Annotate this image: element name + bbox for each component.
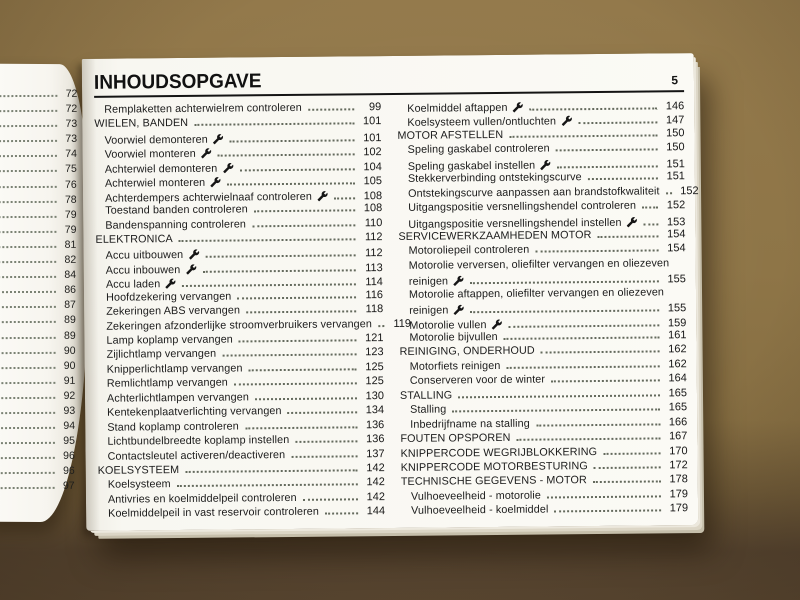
toc-entry-label: Motorolie vullen	[409, 318, 487, 332]
dotted-leader	[295, 440, 357, 443]
toc-entry-label: Ontstekingscurve aanpassen aan brandstofkwaliteit	[407, 185, 660, 200]
previous-page-toc-row	[0, 133, 77, 148]
dotted-leader	[185, 469, 357, 473]
wrench-icon	[561, 116, 572, 127]
toc-entry-pagenumber: 170	[669, 444, 688, 457]
toc-entry-label: Toestand banden controleren	[105, 203, 248, 217]
toc-entry-pagenumber: 146	[665, 100, 685, 113]
toc-entry-pagenumber: 159	[667, 316, 687, 329]
dotted-leader	[588, 178, 658, 181]
toc-entry-label: Hoofdzekering vervangen	[105, 290, 232, 304]
previous-page-pagenumber: 95	[63, 434, 75, 448]
dotted-leader	[554, 510, 661, 513]
wrench-icon	[627, 216, 638, 227]
dotted-leader	[0, 155, 57, 157]
wrench-icon	[453, 304, 464, 315]
dotted-leader	[506, 365, 659, 368]
toc-entry-pagenumber: 108	[363, 202, 383, 215]
toc-entry-pagenumber: 136	[365, 433, 385, 446]
toc-entry-pagenumber: 121	[365, 332, 384, 345]
previous-page-toc-row	[0, 118, 77, 133]
toc-entry-pagenumber: 136	[365, 418, 385, 431]
dotted-leader	[541, 351, 660, 354]
wrench-icon	[165, 278, 176, 289]
previous-page-toc-row	[0, 465, 75, 480]
previous-page-toc-row	[0, 224, 76, 239]
toc-entry-label: STALLING	[399, 389, 453, 402]
dotted-leader	[597, 235, 658, 238]
dotted-leader	[288, 412, 358, 415]
dotted-leader	[0, 382, 55, 384]
wrench-icon	[201, 148, 212, 159]
wrench-icon	[188, 249, 199, 260]
toc-entry-pagenumber: 152	[680, 184, 699, 197]
dotted-leader	[0, 170, 57, 172]
dotted-leader	[0, 306, 56, 308]
previous-page-pagenumber: 73	[65, 118, 78, 131]
dotted-leader	[308, 108, 354, 110]
dotted-leader	[0, 276, 56, 278]
toc-header	[94, 67, 684, 98]
dotted-leader	[246, 310, 356, 313]
wrench-icon	[513, 102, 524, 113]
toc-entry-label: Motoroliepeil controleren	[408, 244, 530, 258]
dotted-leader	[603, 452, 660, 455]
previous-page-toc-row	[0, 269, 76, 284]
toc-entry-pagenumber: 178	[669, 473, 688, 486]
toc-entry-pagenumber: 154	[667, 242, 686, 255]
toc-entry-label: reinigen	[408, 275, 449, 289]
dotted-leader	[0, 95, 57, 97]
toc-entry-pagenumber: 130	[365, 389, 385, 402]
toc-entry-pagenumber: 142	[366, 490, 386, 504]
previous-page-pagenumber: 75	[65, 163, 77, 176]
toc-entry-label: FOUTEN OPSPOREN	[400, 431, 511, 445]
dotted-leader	[0, 472, 55, 474]
toc-entry-label: Koelsysteem	[107, 478, 171, 492]
toc-entry-pagenumber: 165	[668, 401, 688, 414]
toc-entry-label: ELEKTRONICA	[95, 233, 173, 246]
dotted-leader	[644, 223, 659, 225]
previous-page-toc-row	[0, 375, 75, 390]
dotted-leader	[642, 206, 658, 208]
dotted-leader	[179, 238, 356, 242]
dotted-leader	[547, 495, 661, 498]
dotted-leader	[0, 231, 56, 233]
toc-entry-label: Vulhoeveelheid - motorolie	[410, 489, 542, 503]
toc-entry-label: Zekeringen afzonderlijke stroomverbruikers vervangen	[106, 317, 373, 333]
toc-entry-label: Uitgangspositie versnellingshendel instellen	[408, 216, 622, 231]
previous-page-pagenumber: 96	[63, 450, 75, 463]
previous-page-pagenumber: 97	[62, 480, 75, 493]
toc-entry-pagenumber: 101	[363, 131, 382, 145]
toc-entry-label: Speling gaskabel instellen	[407, 159, 536, 173]
toc-entry-pagenumber: 119	[393, 317, 412, 330]
toc-entry-label: Motorolie bijvullen	[409, 330, 498, 344]
toc-entry-label: Lichtbundelbreedte koplamp instellen	[107, 434, 290, 448]
toc-entry-pagenumber: 102	[363, 146, 382, 159]
wrench-icon	[627, 216, 638, 227]
dotted-leader	[470, 310, 659, 314]
toc-entry-pagenumber: 123	[365, 346, 384, 359]
toc-entry-pagenumber: 167	[668, 430, 688, 443]
toc-entry-pagenumber: 151	[666, 170, 685, 183]
previous-page-toc-row	[0, 435, 75, 450]
toc-entry-pagenumber: 150	[666, 127, 685, 140]
toc-entry-label: KOELSYSTEEM	[97, 463, 180, 477]
dotted-leader	[205, 255, 355, 258]
wrench-icon	[213, 133, 224, 144]
toc-entry-label: Uitgangspositie versnellingshendel controleren	[408, 199, 637, 214]
previous-page-pagenumber: 84	[64, 268, 77, 281]
toc-left-column	[94, 101, 412, 522]
toc-entry-label: Accu inbouwen	[105, 263, 181, 277]
toc-entry-pagenumber: 152	[666, 199, 686, 212]
dotted-leader	[666, 192, 672, 194]
wrench-icon	[201, 148, 212, 159]
toc-entry-pagenumber: 108	[363, 189, 383, 202]
dotted-leader	[239, 339, 357, 342]
dotted-leader	[0, 201, 57, 203]
previous-page-toc-numbers	[0, 64, 90, 496]
toc-entry-label: Zijlichtlamp vervangen	[106, 348, 217, 362]
toc-right-column	[397, 98, 699, 519]
dotted-leader	[0, 125, 57, 127]
toc-entry-pagenumber: 112	[365, 247, 383, 260]
previous-page-toc-row	[0, 360, 76, 375]
dotted-leader	[470, 281, 659, 285]
dotted-leader	[458, 394, 660, 398]
toc-entry-pagenumber: 161	[668, 329, 687, 342]
toc-entry-label: Stekkerverbinding ontstekingscurve	[407, 171, 582, 186]
toc-entry-pagenumber: 165	[668, 386, 688, 400]
toc-entry-label: Contactsleutel activeren/deactiveren	[107, 448, 286, 463]
toc-entry-label: Antivries en koelmiddelpeil controleren	[107, 491, 297, 506]
previous-page-pagenumber: 96	[63, 465, 75, 478]
wrench-icon	[213, 133, 224, 144]
toc-entry-pagenumber: 137	[366, 447, 385, 460]
wrench-icon	[453, 276, 464, 287]
previous-page-pagenumber: 90	[63, 344, 76, 357]
dotted-leader	[593, 481, 661, 484]
dotted-leader	[0, 261, 56, 263]
dotted-leader	[234, 383, 357, 386]
wrench-icon	[185, 264, 196, 275]
toc-entry-label: Accu laden	[105, 278, 161, 291]
wrench-icon	[210, 177, 221, 188]
dotted-leader	[535, 250, 658, 253]
wrench-icon	[453, 276, 464, 287]
toc-entry-label: Zekeringen ABS vervangen	[106, 304, 241, 318]
wrench-icon	[210, 177, 221, 188]
previous-page-toc-row	[0, 209, 77, 224]
dotted-leader	[452, 409, 660, 413]
previous-page-pagenumber: 89	[63, 329, 76, 342]
toc-entry-label: Voorwiel monteren	[104, 148, 196, 162]
previous-page-pagenumber: 74	[65, 148, 77, 161]
dotted-leader	[0, 367, 55, 369]
dotted-leader	[182, 284, 356, 288]
toc-entry-pagenumber: 114	[365, 276, 383, 289]
wrench-icon	[561, 116, 572, 127]
previous-page-toc-row	[0, 344, 76, 359]
toc-entry-label: Achterdempers achterwielnaaf controleren	[105, 190, 312, 205]
wrench-icon	[453, 304, 464, 315]
toc-entry-row	[98, 505, 385, 522]
previous-page-pagenumber: 82	[64, 253, 77, 266]
dotted-leader	[237, 296, 356, 299]
toc-entry-label: reinigen	[409, 304, 449, 317]
dotted-leader	[536, 423, 660, 426]
toc-entry-label: Inbedrijfname na stalling	[410, 417, 530, 431]
toc-entry-label: Remlichtlamp vervangen	[106, 376, 228, 391]
previous-page-toc-row	[0, 299, 76, 314]
previous-page-toc-row	[0, 480, 75, 495]
toc-entry-label: REINIGING, ONDERHOUD	[399, 345, 535, 359]
dotted-leader	[0, 336, 56, 338]
toc-entry-pagenumber: 155	[667, 302, 687, 315]
previous-page-toc-row	[0, 239, 76, 254]
dotted-leader	[177, 484, 358, 488]
toc-entry-label: Vulhoeveelheid - koelmiddel	[411, 503, 549, 518]
previous-page-toc-row	[0, 314, 76, 329]
wrench-icon	[540, 159, 551, 170]
dotted-leader	[303, 498, 358, 501]
toc-entry-pagenumber: 99	[368, 101, 382, 114]
previous-page-pagenumber: 93	[63, 404, 76, 417]
previous-page-toc-row	[0, 163, 77, 178]
wrench-icon	[185, 264, 196, 275]
dotted-leader	[556, 149, 658, 152]
dotted-leader	[239, 168, 354, 171]
toc-entry-label: Conserveren voor de winter	[409, 373, 546, 388]
previous-page-toc-row	[0, 420, 75, 435]
toc-entry-label: Koelsysteem vullen/ontluchten	[407, 115, 557, 130]
toc-entry-label: Kentekenplaatverlichting vervangen	[107, 405, 282, 419]
toc-entry-label: Lamp koplamp vervangen	[106, 333, 233, 347]
dotted-leader	[0, 321, 56, 323]
toc-entry-pagenumber: 179	[669, 502, 689, 515]
previous-page-pagenumber: 72	[65, 102, 78, 115]
wrench-icon	[222, 162, 233, 173]
dotted-leader	[557, 165, 658, 168]
toc-entry-label: Stand koplamp controleren	[107, 420, 239, 434]
wrench-icon	[513, 102, 524, 113]
dotted-leader	[0, 427, 55, 429]
dotted-leader	[0, 487, 55, 489]
toc-entry-pagenumber: 142	[366, 476, 385, 489]
dotted-leader	[504, 336, 660, 339]
previous-page-toc-row	[0, 284, 76, 299]
toc-entry-label: Stalling	[410, 403, 447, 416]
toc-entry-pagenumber: 142	[366, 461, 385, 475]
dotted-leader	[227, 183, 355, 186]
toc-entry-row	[401, 502, 688, 519]
dotted-leader	[0, 140, 57, 142]
dotted-leader	[325, 513, 358, 515]
toc-entry-pagenumber: 166	[668, 415, 688, 428]
previous-page-pagenumber: 90	[63, 359, 76, 372]
toc-entry-pagenumber: 155	[667, 273, 686, 286]
dotted-leader	[334, 197, 355, 199]
previous-page-toc-row	[0, 405, 75, 420]
toc-entry-label: Knipperlichtlamp vervangen	[106, 362, 243, 376]
dotted-leader	[0, 110, 57, 112]
toc-entry-label: Achterwiel monteren	[104, 176, 206, 190]
toc-entry-pagenumber: 179	[669, 487, 689, 501]
toc-entry-pagenumber: 101	[362, 115, 382, 128]
toc-entry-pagenumber: 153	[666, 215, 686, 228]
previous-page-toc-row	[0, 88, 77, 103]
page-content	[82, 53, 698, 523]
toc-entry-pagenumber: 113	[365, 261, 383, 275]
dotted-leader	[0, 351, 56, 353]
wrench-icon	[491, 318, 502, 329]
previous-page-edge	[0, 64, 90, 523]
dotted-leader	[0, 442, 55, 444]
page-number: 5	[671, 73, 679, 88]
toc-columns	[94, 98, 699, 522]
previous-page-pagenumber: 92	[63, 389, 76, 402]
toc-entry-label: Motorolie verversen, oliefilter vervangen en oliezeven	[408, 257, 670, 272]
toc-entry-label: Koelmiddelpeil in vast reservoir controleren	[108, 505, 320, 520]
toc-entry-label: Voorwiel demonteren	[104, 133, 208, 147]
previous-page-pagenumber: 91	[63, 374, 76, 387]
previous-page-toc-row	[0, 450, 75, 465]
previous-page-toc-row	[0, 178, 77, 193]
toc-entry-label: Bandenspanning controleren	[105, 217, 247, 232]
previous-page-pagenumber: 72	[65, 87, 78, 100]
toc-entry-pagenumber: 172	[669, 459, 688, 472]
dotted-leader	[578, 122, 657, 125]
previous-page-pagenumber: 94	[63, 419, 76, 432]
previous-page-pagenumber: 73	[65, 133, 78, 146]
toc-entry-pagenumber: 116	[365, 288, 384, 301]
toc-entry-pagenumber: 151	[666, 157, 685, 171]
dotted-leader	[249, 368, 357, 371]
previous-page-pagenumber: 81	[64, 238, 77, 251]
wrench-icon	[540, 159, 551, 170]
previous-page-toc-row	[0, 148, 77, 163]
toc-entry-label: TECHNISCHE GEGEVENS - MOTOR	[400, 474, 587, 489]
page-title: INHOUDSOPGAVE	[93, 70, 262, 94]
dotted-leader	[202, 269, 355, 272]
toc-entry-pagenumber: 134	[365, 404, 385, 417]
dotted-leader	[194, 123, 354, 127]
wrench-icon	[188, 249, 199, 260]
previous-page-pagenumber: 89	[64, 314, 76, 327]
dotted-leader	[0, 185, 57, 187]
previous-page-toc-row	[0, 193, 77, 208]
dotted-leader	[0, 246, 56, 248]
dotted-leader	[594, 466, 661, 469]
wrench-icon	[317, 190, 328, 201]
toc-entry-pagenumber: 162	[668, 358, 687, 371]
dotted-leader	[0, 412, 55, 414]
dotted-leader	[0, 457, 55, 459]
toc-entry-pagenumber: 112	[364, 231, 383, 244]
manual-page	[82, 53, 699, 531]
wrench-icon	[491, 318, 502, 329]
previous-page-pagenumber: 76	[65, 178, 77, 191]
toc-entry-pagenumber: 162	[668, 343, 687, 356]
dotted-leader	[551, 380, 660, 383]
dotted-leader	[509, 324, 660, 327]
previous-page-pagenumber: 78	[64, 193, 77, 206]
toc-entry-label: SERVICEWERKZAAMHEDEN MOTOR	[398, 229, 592, 243]
toc-entry-pagenumber: 118	[365, 303, 384, 316]
dotted-leader	[255, 397, 357, 400]
toc-entry-label: Accu uitbouwen	[105, 249, 184, 263]
toc-entry-label: Remplaketten achterwielrem controleren	[104, 101, 302, 116]
dotted-leader	[254, 209, 355, 212]
previous-page-pagenumber: 79	[64, 208, 77, 221]
toc-entry-label: KNIPPERCODE WEGRIJBLOKKERING	[400, 445, 598, 460]
dotted-leader	[378, 325, 384, 327]
previous-page-toc-row	[0, 329, 76, 344]
previous-page-toc-row	[0, 103, 77, 118]
toc-entry-label: WIELEN, BANDEN	[94, 117, 189, 131]
wrench-icon	[222, 162, 233, 173]
previous-page-pagenumber: 86	[64, 284, 77, 297]
toc-entry-pagenumber: 125	[365, 360, 384, 374]
dotted-leader	[0, 216, 57, 218]
toc-entry-pagenumber: 147	[665, 114, 685, 127]
toc-entry-label: Motorfiets reinigen	[409, 359, 501, 373]
dotted-leader	[252, 224, 355, 227]
toc-entry-label: Motorolie aftappen, oliefilter vervangen en oliezeven	[408, 286, 665, 301]
toc-entry-label: Speling gaskabel controleren	[407, 142, 550, 157]
toc-entry-label: Koelmiddel aftappen	[407, 101, 508, 115]
wrench-icon	[165, 278, 176, 289]
dotted-leader	[0, 291, 56, 293]
toc-entry-pagenumber: 105	[363, 175, 382, 188]
toc-entry-pagenumber: 154	[667, 228, 686, 241]
dotted-leader	[509, 134, 657, 137]
dotted-leader	[530, 107, 658, 110]
dotted-leader	[218, 154, 355, 157]
dotted-leader	[222, 354, 356, 357]
previous-page-pagenumber: 79	[64, 223, 77, 236]
dotted-leader	[245, 426, 357, 429]
toc-entry-pagenumber: 110	[364, 216, 383, 229]
toc-entry-label: MOTOR AFSTELLEN	[397, 128, 504, 142]
previous-page-toc-row	[0, 390, 75, 405]
toc-entry-pagenumber: 125	[365, 375, 384, 388]
toc-entry-pagenumber: 104	[363, 160, 382, 173]
toc-entry-label: Achterlichtlampen vervangen	[106, 391, 249, 405]
wrench-icon	[317, 190, 328, 201]
dotted-leader	[0, 397, 55, 399]
toc-entry-pagenumber: 164	[668, 372, 687, 385]
dotted-leader	[230, 139, 355, 142]
dotted-leader	[291, 455, 357, 458]
previous-page-pagenumber: 87	[64, 299, 76, 312]
toc-entry-pagenumber: 144	[366, 505, 386, 518]
toc-entry-label: Achterwiel demonteren	[104, 162, 218, 176]
previous-page-toc-row	[0, 254, 76, 269]
toc-entry-pagenumber: 150	[666, 141, 685, 154]
dotted-leader	[517, 437, 661, 440]
toc-entry-label: KNIPPERCODE MOTORBESTURING	[400, 460, 588, 474]
